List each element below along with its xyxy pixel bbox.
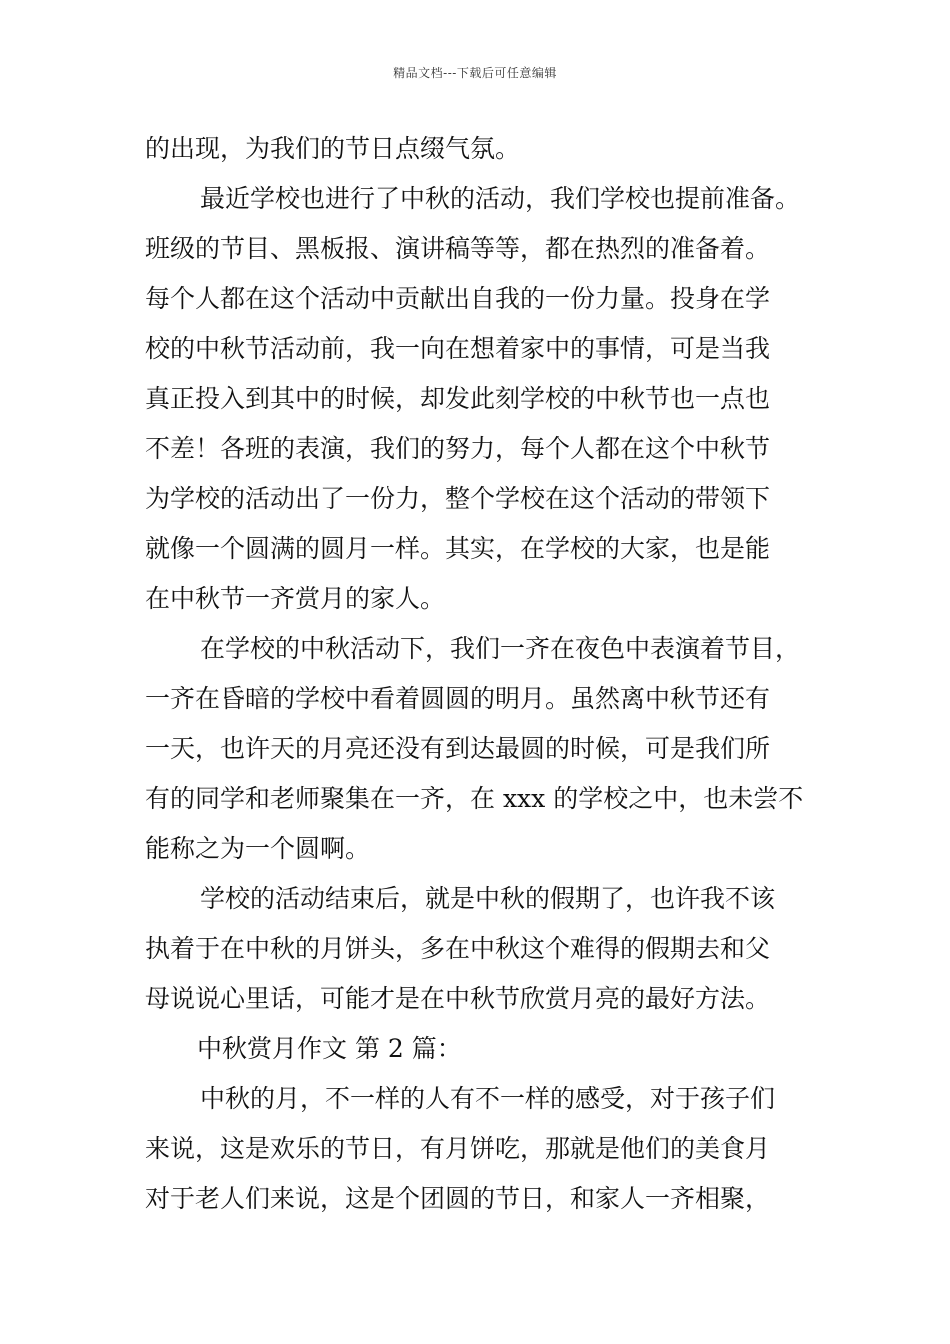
text-line: 对于老人们来说，这是个团圆的节日，和家人一齐相聚，: [145, 1184, 771, 1213]
text-line: 不差！各班的表演，我们的努力，每个人都在这个中秋节: [145, 434, 771, 463]
text-line: 母说说心里话，可能才是在中秋节欣赏月亮的最好方法。: [145, 984, 771, 1013]
text-line: 校的中秋节活动前，我一向在想着家中的事情，可是当我: [145, 334, 771, 363]
paragraph-start-line: 中秋的月，不一样的人有不一样的感受，对于孩子们: [200, 1084, 776, 1113]
text-line: 班级的节目、黑板报、演讲稿等等，都在热烈的准备着。: [145, 234, 771, 263]
text-line: 能称之为一个圆啊。: [145, 834, 371, 863]
paragraph-start-line: 在学校的中秋活动下，我们一齐在夜色中表演着节目，: [200, 634, 801, 663]
text-line: 每个人都在这个活动中贡献出自我的一份力量。投身在学: [145, 284, 771, 313]
page-header: 精品文档---下载后可任意编辑: [393, 66, 557, 80]
paragraph-start-line: 学校的活动结束后，就是中秋的假期了，也许我不该: [200, 884, 776, 913]
text-line: 一齐在昏暗的学校中看着圆圆的明月。虽然离中秋节还有: [145, 684, 771, 713]
text-line: 为学校的活动出了一份力，整个学校在这个活动的带领下: [145, 484, 771, 513]
text-line: 有的同学和老师聚集在一齐，在 xxx 的学校之中，也未尝不: [145, 784, 804, 813]
text-line: 真正投入到其中的时候，却发此刻学校的中秋节也一点也: [145, 384, 771, 413]
text-line: 在中秋节一齐赏月的家人。: [145, 584, 446, 613]
text-line: 一天，也许天的月亮还没有到达最圆的时候，可是我们所: [145, 734, 771, 763]
text-line: 来说，这是欢乐的节日，有月饼吃，那就是他们的美食月: [145, 1134, 771, 1163]
section-heading: 中秋赏月作文 第 2 篇：: [197, 1034, 462, 1063]
document-body: [145, 124, 835, 1224]
text-line: 就像一个圆满的圆月一样。其实，在学校的大家，也是能: [145, 534, 771, 563]
text-line: 执着于在中秋的月饼头，多在中秋这个难得的假期去和父: [145, 934, 771, 963]
text-line: 的出现，为我们的节日点缀气氛。: [145, 134, 521, 163]
paragraph-start-line: 最近学校也进行了中秋的活动，我们学校也提前准备。: [200, 184, 801, 213]
